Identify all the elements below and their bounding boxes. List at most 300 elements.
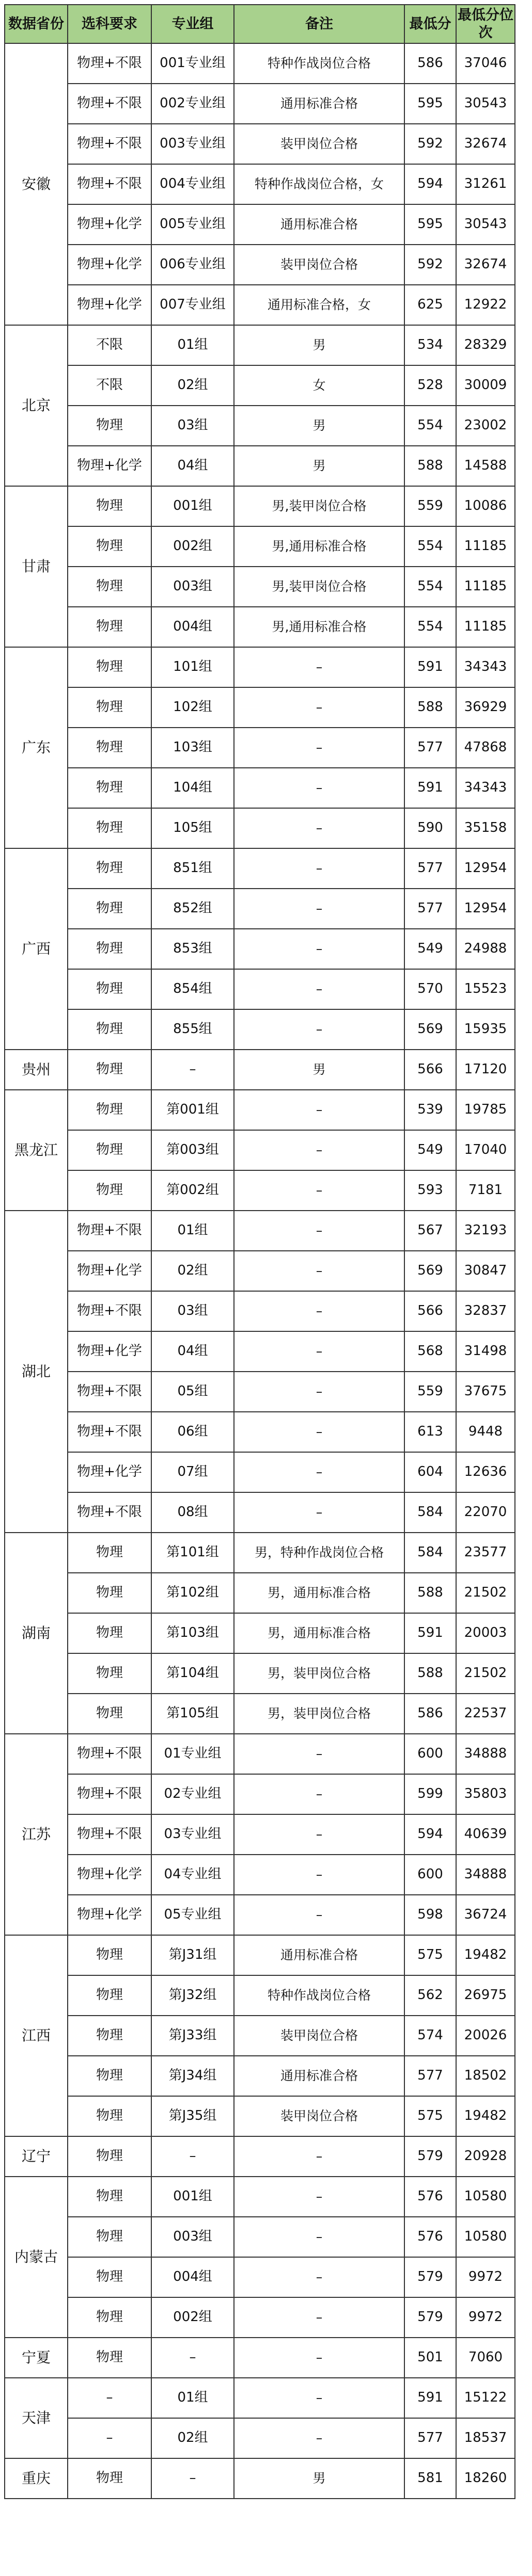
remarks-cell: 男,装甲岗位合格 (234, 567, 404, 607)
table-row (5, 969, 515, 1009)
min-rank-cell: 31498 (456, 1331, 515, 1372)
min-score-cell: 579 (404, 2297, 456, 2338)
min-rank-cell: 36929 (456, 687, 515, 728)
subject-requirement-cell: 物理+不限 (68, 1291, 151, 1331)
table-row (5, 768, 515, 808)
province-cell: 湖北 (5, 1211, 68, 1533)
subject-requirement-cell: 物理+不限 (68, 1774, 151, 1814)
subject-requirement-cell: 物理+不限 (68, 1492, 151, 1533)
remarks-cell: 装甲岗位合格 (234, 245, 404, 285)
province-cell: 重庆 (5, 2458, 68, 2499)
table-row (5, 647, 515, 687)
subject-requirement-cell: 物理 (68, 768, 151, 808)
major-group-cell: 002组 (151, 2297, 234, 2338)
table-row (5, 1412, 515, 1452)
min-score-cell: 592 (404, 245, 456, 285)
subject-requirement-cell: – (68, 2378, 151, 2418)
min-score-cell: 591 (404, 768, 456, 808)
province-cell: 辽宁 (5, 2136, 68, 2177)
min-rank-cell: 31261 (456, 164, 515, 204)
table-row (5, 2458, 515, 2499)
min-rank-cell: 30009 (456, 365, 515, 406)
subject-requirement-cell: 物理 (68, 1009, 151, 1050)
subject-requirement-cell: 物理 (68, 1130, 151, 1170)
header-min-rank: 最低分位次 (456, 5, 515, 43)
remarks-cell: 女 (234, 365, 404, 406)
min-score-cell: 588 (404, 1573, 456, 1613)
table-row (5, 1975, 515, 2016)
remarks-cell: – (234, 2338, 404, 2378)
min-rank-cell: 12954 (456, 889, 515, 929)
table-row (5, 2016, 515, 2056)
major-group-cell: 第J31组 (151, 1935, 234, 1975)
header-row (5, 5, 515, 43)
min-score-cell: 581 (404, 2458, 456, 2499)
province-cell: 北京 (5, 325, 68, 486)
min-rank-cell: 30847 (456, 1251, 515, 1291)
table-row (5, 2217, 515, 2257)
table-row (5, 808, 515, 848)
subject-requirement-cell: 物理+不限 (68, 1211, 151, 1251)
min-rank-cell: 22070 (456, 1492, 515, 1533)
major-group-cell: 第001组 (151, 1090, 234, 1130)
min-score-cell: 569 (404, 1009, 456, 1050)
major-group-cell: 002专业组 (151, 84, 234, 124)
subject-requirement-cell: 物理+化学 (68, 1251, 151, 1291)
min-rank-cell: 34888 (456, 1734, 515, 1774)
min-rank-cell: 20003 (456, 1613, 515, 1653)
table-row (5, 1331, 515, 1372)
min-rank-cell: 40639 (456, 1814, 515, 1855)
table-row (5, 1774, 515, 1814)
remarks-cell: – (234, 1170, 404, 1211)
remarks-cell: – (234, 1492, 404, 1533)
min-score-cell: 600 (404, 1855, 456, 1895)
table-row (5, 929, 515, 969)
major-group-cell: 003组 (151, 567, 234, 607)
min-rank-cell: 24988 (456, 929, 515, 969)
min-rank-cell: 11185 (456, 526, 515, 567)
subject-requirement-cell: 不限 (68, 325, 151, 365)
major-group-cell: 002组 (151, 526, 234, 567)
major-group-cell: 第J32组 (151, 1975, 234, 2016)
table-row (5, 1694, 515, 1734)
min-rank-cell: 19482 (456, 1935, 515, 1975)
major-group-cell: – (151, 2338, 234, 2378)
subject-requirement-cell: 物理 (68, 1533, 151, 1573)
min-score-cell: 588 (404, 446, 456, 486)
min-score-cell: 588 (404, 687, 456, 728)
remarks-cell: – (234, 1090, 404, 1130)
min-rank-cell: 10086 (456, 486, 515, 526)
subject-requirement-cell: 物理 (68, 1975, 151, 2016)
major-group-cell: 004专业组 (151, 164, 234, 204)
min-rank-cell: 20026 (456, 2016, 515, 2056)
major-group-cell: 04组 (151, 446, 234, 486)
major-group-cell: 852组 (151, 889, 234, 929)
table-row (5, 1050, 515, 1090)
subject-requirement-cell: 物理+化学 (68, 1331, 151, 1372)
min-score-cell: 576 (404, 2177, 456, 2217)
header-remarks: 备注 (234, 5, 404, 43)
major-group-cell: 003专业组 (151, 124, 234, 164)
min-rank-cell: 15523 (456, 969, 515, 1009)
remarks-cell: 男 (234, 406, 404, 446)
remarks-cell: – (234, 1774, 404, 1814)
min-score-cell: 588 (404, 1653, 456, 1694)
remarks-cell: – (234, 1291, 404, 1331)
min-rank-cell: 17040 (456, 1130, 515, 1170)
min-score-cell: 566 (404, 1050, 456, 1090)
province-cell: 安徽 (5, 43, 68, 325)
remarks-cell: – (234, 1855, 404, 1895)
remarks-cell: 男，装甲岗位合格 (234, 1653, 404, 1694)
min-score-cell: 539 (404, 1090, 456, 1130)
subject-requirement-cell: 物理+不限 (68, 164, 151, 204)
remarks-cell: 男,通用标准合格 (234, 607, 404, 647)
min-score-cell: 577 (404, 848, 456, 889)
table-row (5, 1935, 515, 1975)
table-row (5, 1170, 515, 1211)
table-row (5, 889, 515, 929)
subject-requirement-cell: 物理 (68, 647, 151, 687)
admission-score-table (4, 4, 515, 2499)
major-group-cell: 第104组 (151, 1653, 234, 1694)
remarks-cell: – (234, 2136, 404, 2177)
subject-requirement-cell: 物理 (68, 406, 151, 446)
table-row (5, 1895, 515, 1935)
subject-requirement-cell: 物理+不限 (68, 1372, 151, 1412)
min-score-cell: 575 (404, 2096, 456, 2136)
province-cell: 江苏 (5, 1734, 68, 1935)
remarks-cell: 装甲岗位合格 (234, 124, 404, 164)
header-province: 数据省份 (5, 5, 68, 43)
subject-requirement-cell: 物理 (68, 526, 151, 567)
min-score-cell: 613 (404, 1412, 456, 1452)
major-group-cell: 103组 (151, 728, 234, 768)
major-group-cell: 007专业组 (151, 285, 234, 325)
min-score-cell: 595 (404, 84, 456, 124)
major-group-cell: 05组 (151, 1372, 234, 1412)
min-score-cell: 604 (404, 1452, 456, 1492)
subject-requirement-cell: 物理+化学 (68, 204, 151, 245)
subject-requirement-cell: 物理 (68, 889, 151, 929)
min-rank-cell: 19785 (456, 1090, 515, 1130)
subject-requirement-cell: 物理 (68, 969, 151, 1009)
subject-requirement-cell: 物理+不限 (68, 124, 151, 164)
subject-requirement-cell: 物理 (68, 1694, 151, 1734)
subject-requirement-cell: 物理+不限 (68, 1412, 151, 1452)
subject-requirement-cell: 物理 (68, 728, 151, 768)
header-min-score: 最低分 (404, 5, 456, 43)
major-group-cell: 第101组 (151, 1533, 234, 1573)
table-row (5, 526, 515, 567)
table-row (5, 84, 515, 124)
table-row (5, 2257, 515, 2297)
table-row (5, 486, 515, 526)
remarks-cell: 男 (234, 1050, 404, 1090)
major-group-cell: 02组 (151, 2418, 234, 2458)
subject-requirement-cell: 物理 (68, 1653, 151, 1694)
table-row (5, 1090, 515, 1130)
subject-requirement-cell: 物理 (68, 2458, 151, 2499)
min-score-cell: 554 (404, 406, 456, 446)
major-group-cell: 02组 (151, 365, 234, 406)
min-rank-cell: 32193 (456, 1211, 515, 1251)
table-row (5, 124, 515, 164)
subject-requirement-cell: 物理 (68, 848, 151, 889)
table-row (5, 325, 515, 365)
min-score-cell: 584 (404, 1492, 456, 1533)
min-rank-cell: 22537 (456, 1694, 515, 1734)
min-rank-cell: 30543 (456, 204, 515, 245)
min-rank-cell: 47868 (456, 728, 515, 768)
remarks-cell: – (234, 848, 404, 889)
subject-requirement-cell: 物理 (68, 2136, 151, 2177)
remarks-cell: 男 (234, 2458, 404, 2499)
min-score-cell: 566 (404, 1291, 456, 1331)
remarks-cell: – (234, 808, 404, 848)
subject-requirement-cell: 物理+不限 (68, 43, 151, 84)
min-score-cell: 592 (404, 124, 456, 164)
min-rank-cell: 34343 (456, 647, 515, 687)
min-rank-cell: 14588 (456, 446, 515, 486)
table-row (5, 285, 515, 325)
remarks-cell: 通用标准合格，女 (234, 285, 404, 325)
min-score-cell: 554 (404, 526, 456, 567)
min-score-cell: 584 (404, 1533, 456, 1573)
min-score-cell: 576 (404, 2217, 456, 2257)
remarks-cell: – (234, 687, 404, 728)
min-rank-cell: 26975 (456, 1975, 515, 2016)
min-score-cell: 591 (404, 1613, 456, 1653)
subject-requirement-cell: 物理+化学 (68, 285, 151, 325)
header-subject-requirement: 选科要求 (68, 5, 151, 43)
header-major-group: 专业组 (151, 5, 234, 43)
min-score-cell: 577 (404, 728, 456, 768)
subject-requirement-cell: 物理 (68, 2177, 151, 2217)
min-score-cell: 591 (404, 2378, 456, 2418)
table-row (5, 1533, 515, 1573)
major-group-cell: 01专业组 (151, 1734, 234, 1774)
min-score-cell: 562 (404, 1975, 456, 2016)
min-rank-cell: 34343 (456, 768, 515, 808)
province-cell: 江西 (5, 1935, 68, 2136)
min-score-cell: 577 (404, 2418, 456, 2458)
table-row (5, 2418, 515, 2458)
remarks-cell: – (234, 969, 404, 1009)
min-score-cell: 528 (404, 365, 456, 406)
subject-requirement-cell: 物理+不限 (68, 84, 151, 124)
min-rank-cell: 9448 (456, 1412, 515, 1452)
major-group-cell: 105组 (151, 808, 234, 848)
subject-requirement-cell: – (68, 2418, 151, 2458)
subject-requirement-cell: 物理 (68, 1170, 151, 1211)
table-row (5, 1573, 515, 1613)
major-group-cell: 853组 (151, 929, 234, 969)
subject-requirement-cell: 物理 (68, 687, 151, 728)
province-cell: 宁夏 (5, 2338, 68, 2378)
table-row (5, 43, 515, 84)
min-score-cell: 579 (404, 2257, 456, 2297)
min-rank-cell: 35803 (456, 1774, 515, 1814)
subject-requirement-cell: 物理 (68, 929, 151, 969)
min-rank-cell: 23577 (456, 1533, 515, 1573)
min-score-cell: 598 (404, 1895, 456, 1935)
province-cell: 天津 (5, 2378, 68, 2458)
major-group-cell: 02专业组 (151, 1774, 234, 1814)
min-score-cell: 559 (404, 486, 456, 526)
min-rank-cell: 34888 (456, 1855, 515, 1895)
remarks-cell: 装甲岗位合格 (234, 2016, 404, 2056)
major-group-cell: 第J35组 (151, 2096, 234, 2136)
table-row (5, 607, 515, 647)
table-row (5, 1492, 515, 1533)
min-rank-cell: 9972 (456, 2257, 515, 2297)
min-score-cell: 586 (404, 1694, 456, 1734)
table-row (5, 1613, 515, 1653)
major-group-cell: 05专业组 (151, 1895, 234, 1935)
major-group-cell: 001组 (151, 486, 234, 526)
min-score-cell: 591 (404, 647, 456, 687)
subject-requirement-cell: 物理+化学 (68, 245, 151, 285)
remarks-cell: 男，通用标准合格 (234, 1613, 404, 1653)
table-row (5, 1734, 515, 1774)
major-group-cell: 851组 (151, 848, 234, 889)
table-row (5, 2096, 515, 2136)
subject-requirement-cell: 物理 (68, 607, 151, 647)
min-rank-cell: 12922 (456, 285, 515, 325)
subject-requirement-cell: 物理 (68, 1090, 151, 1130)
min-rank-cell: 7181 (456, 1170, 515, 1211)
min-score-cell: 569 (404, 1251, 456, 1291)
subject-requirement-cell: 物理 (68, 2096, 151, 2136)
remarks-cell: 特种作战岗位合格 (234, 1975, 404, 2016)
province-cell: 广西 (5, 848, 68, 1050)
remarks-cell: – (234, 1211, 404, 1251)
table-row (5, 1855, 515, 1895)
table-row (5, 1130, 515, 1170)
min-rank-cell: 15935 (456, 1009, 515, 1050)
remarks-cell: – (234, 1895, 404, 1935)
major-group-cell: 003组 (151, 2217, 234, 2257)
remarks-cell: – (234, 2418, 404, 2458)
min-score-cell: 625 (404, 285, 456, 325)
remarks-cell: – (234, 647, 404, 687)
major-group-cell: 005专业组 (151, 204, 234, 245)
min-rank-cell: 20928 (456, 2136, 515, 2177)
min-rank-cell: 10580 (456, 2177, 515, 2217)
min-score-cell: 579 (404, 2136, 456, 2177)
min-score-cell: 554 (404, 567, 456, 607)
remarks-cell: 男 (234, 325, 404, 365)
min-score-cell: 577 (404, 2056, 456, 2096)
table-row (5, 728, 515, 768)
remarks-cell: – (234, 728, 404, 768)
major-group-cell: 03组 (151, 406, 234, 446)
subject-requirement-cell: 物理+化学 (68, 446, 151, 486)
remarks-cell: – (234, 1372, 404, 1412)
major-group-cell: – (151, 2136, 234, 2177)
major-group-cell: 02组 (151, 1251, 234, 1291)
remarks-cell: – (234, 2297, 404, 2338)
table-row (5, 2056, 515, 2096)
major-group-cell: 第J33组 (151, 2016, 234, 2056)
remarks-cell: – (234, 1452, 404, 1492)
remarks-cell: – (234, 2217, 404, 2257)
table-body (5, 43, 515, 2499)
table-row (5, 446, 515, 486)
major-group-cell: 001组 (151, 2177, 234, 2217)
major-group-cell: 第105组 (151, 1694, 234, 1734)
min-score-cell: 534 (404, 325, 456, 365)
table-row (5, 1653, 515, 1694)
subject-requirement-cell: 物理 (68, 2217, 151, 2257)
table-row (5, 1211, 515, 1251)
min-rank-cell: 15122 (456, 2378, 515, 2418)
remarks-cell: – (234, 768, 404, 808)
min-rank-cell: 17120 (456, 1050, 515, 1090)
major-group-cell: 855组 (151, 1009, 234, 1050)
remarks-cell: – (234, 1130, 404, 1170)
major-group-cell: 102组 (151, 687, 234, 728)
remarks-cell: – (234, 929, 404, 969)
major-group-cell: 第002组 (151, 1170, 234, 1211)
major-group-cell: 03专业组 (151, 1814, 234, 1855)
remarks-cell: – (234, 2257, 404, 2297)
major-group-cell: 101组 (151, 647, 234, 687)
min-rank-cell: 11185 (456, 607, 515, 647)
major-group-cell: – (151, 2458, 234, 2499)
table-row (5, 1291, 515, 1331)
major-group-cell: 第003组 (151, 1130, 234, 1170)
major-group-cell: 07组 (151, 1452, 234, 1492)
remarks-cell: 通用标准合格 (234, 84, 404, 124)
major-group-cell: 04专业组 (151, 1855, 234, 1895)
min-score-cell: 568 (404, 1331, 456, 1372)
major-group-cell: – (151, 1050, 234, 1090)
min-score-cell: 595 (404, 204, 456, 245)
min-rank-cell: 18502 (456, 2056, 515, 2096)
major-group-cell: 01组 (151, 325, 234, 365)
province-cell: 黑龙江 (5, 1090, 68, 1211)
subject-requirement-cell: 物理+化学 (68, 1895, 151, 1935)
subject-requirement-cell: 物理+化学 (68, 1855, 151, 1895)
remarks-cell: – (234, 1412, 404, 1452)
min-rank-cell: 28329 (456, 325, 515, 365)
subject-requirement-cell: 物理+不限 (68, 1734, 151, 1774)
min-score-cell: 594 (404, 1814, 456, 1855)
major-group-cell: 01组 (151, 2378, 234, 2418)
remarks-cell: – (234, 1734, 404, 1774)
table-row (5, 164, 515, 204)
remarks-cell: 男，装甲岗位合格 (234, 1694, 404, 1734)
table-row (5, 1372, 515, 1412)
subject-requirement-cell: 物理 (68, 1935, 151, 1975)
min-rank-cell: 18537 (456, 2418, 515, 2458)
major-group-cell: 08组 (151, 1492, 234, 1533)
subject-requirement-cell: 物理 (68, 567, 151, 607)
min-score-cell: 567 (404, 1211, 456, 1251)
min-rank-cell: 37046 (456, 43, 515, 84)
min-score-cell: 574 (404, 2016, 456, 2056)
min-score-cell: 594 (404, 164, 456, 204)
subject-requirement-cell: 物理 (68, 1573, 151, 1613)
table-row (5, 1814, 515, 1855)
remarks-cell: 男,装甲岗位合格 (234, 486, 404, 526)
min-rank-cell: 21502 (456, 1653, 515, 1694)
subject-requirement-cell: 物理 (68, 1050, 151, 1090)
